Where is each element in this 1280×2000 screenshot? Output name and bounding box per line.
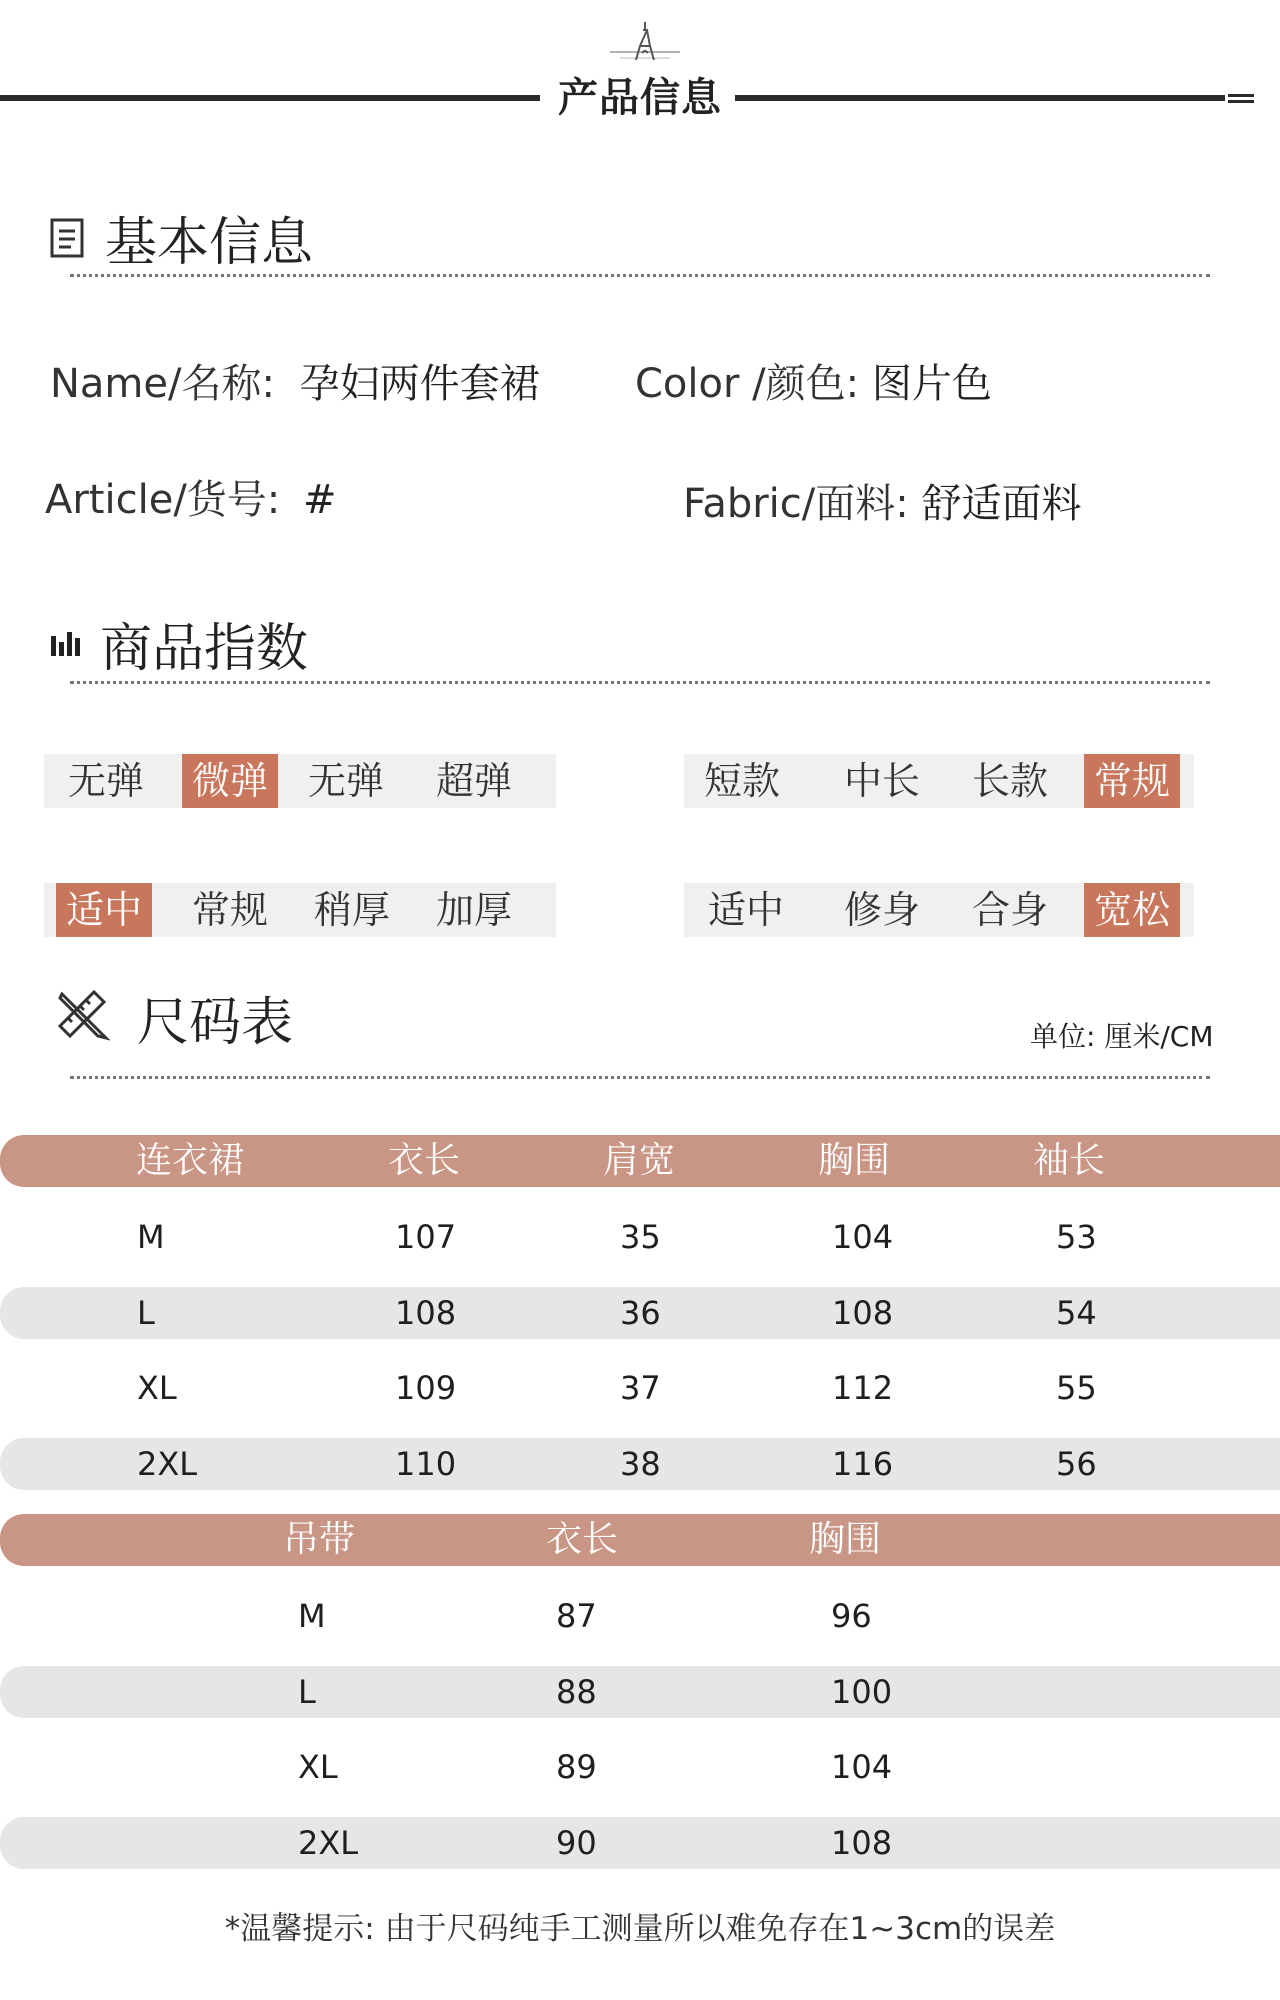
article-label: Article/货号: [45, 477, 281, 523]
index-option: 稍厚 [313, 888, 390, 932]
index-option: 合身 [971, 888, 1048, 932]
table-cell: 108 [395, 1294, 457, 1332]
table-cell: 100 [831, 1673, 893, 1711]
index-option: 长款 [971, 759, 1048, 803]
index-option: 修身 [843, 888, 920, 932]
index-option-selected: 微弹 [182, 754, 278, 808]
column-header: 连衣裙 [136, 1140, 245, 1181]
fit-scale [684, 883, 1194, 937]
table-cell: 116 [832, 1445, 894, 1483]
divider [70, 681, 1210, 684]
table-row [0, 1817, 1280, 1869]
index-option-selected: 适中 [56, 883, 152, 937]
table-row [0, 1590, 1280, 1642]
product-index-title: 商品指数 [100, 619, 309, 679]
table-cell: 107 [395, 1218, 457, 1256]
table-cell: 108 [832, 1294, 894, 1332]
table-row [0, 1287, 1280, 1339]
table-cell: 53 [1056, 1218, 1097, 1256]
table-cell: L [137, 1294, 155, 1332]
index-option: 无弹 [307, 759, 384, 803]
column-header: 衣长 [388, 1140, 461, 1181]
unit-label: 单位: 厘米/CM [1030, 1020, 1214, 1053]
table-cell: 104 [832, 1218, 894, 1256]
document-icon [50, 218, 84, 258]
thickness-scale [44, 883, 556, 937]
column-header: 吊带 [283, 1519, 356, 1560]
name-label: Name/名称: [50, 361, 275, 407]
header-rule-left [0, 95, 540, 101]
divider [70, 1076, 1210, 1079]
name-value: 孕妇两件套裙 [299, 361, 540, 407]
bar-chart-icon [50, 628, 82, 658]
table-cell: 2XL [298, 1824, 359, 1862]
size-chart-title: 尺码表 [137, 993, 294, 1053]
header-rule-tail [1228, 94, 1254, 106]
table-cell: 87 [556, 1597, 597, 1635]
table-cell: 90 [556, 1824, 597, 1862]
index-option: 中长 [843, 759, 920, 803]
table-cell: 54 [1056, 1294, 1097, 1332]
ruler-pencil-icon [54, 986, 110, 1042]
table-cell: XL [298, 1748, 338, 1786]
table-cell: XL [137, 1369, 177, 1407]
color-label: Color /颜色: [635, 361, 860, 407]
table-cell: 109 [395, 1369, 457, 1407]
index-option-selected: 常规 [1084, 754, 1180, 808]
table-cell: 56 [1056, 1445, 1097, 1483]
table-cell: 112 [832, 1369, 894, 1407]
fabric-label: Fabric/面料: [683, 481, 909, 527]
table-row [0, 1211, 1280, 1263]
column-header: 肩宽 [603, 1140, 676, 1181]
index-option: 超弹 [435, 759, 512, 803]
table-cell: 36 [620, 1294, 661, 1332]
table-row [0, 1438, 1280, 1490]
page-title: 产品信息 [558, 75, 722, 121]
index-option: 无弹 [67, 759, 144, 803]
table-cell: 35 [620, 1218, 661, 1256]
index-option: 短款 [703, 759, 780, 803]
table-cell: 96 [831, 1597, 872, 1635]
index-option: 常规 [191, 888, 268, 932]
table-cell: 38 [620, 1445, 661, 1483]
table-cell: L [298, 1673, 316, 1711]
article-value: # [303, 477, 337, 523]
table-cell: 2XL [137, 1445, 198, 1483]
elasticity-scale [44, 754, 556, 808]
table-cell: 55 [1056, 1369, 1097, 1407]
table-cell: 88 [556, 1673, 597, 1711]
fabric-value: 舒适面料 [921, 481, 1082, 527]
divider [70, 274, 1210, 277]
table-cell: 89 [556, 1748, 597, 1786]
length-scale [684, 754, 1194, 808]
table-cell: 37 [620, 1369, 661, 1407]
table-row [0, 1741, 1280, 1793]
column-header: 袖长 [1033, 1140, 1106, 1181]
table-row [0, 1666, 1280, 1718]
table-cell: 104 [831, 1748, 893, 1786]
table-cell: M [137, 1218, 165, 1256]
table-row [0, 1362, 1280, 1414]
index-option-selected: 宽松 [1084, 883, 1180, 937]
table-cell: 110 [395, 1445, 457, 1483]
basic-info-title: 基本信息 [105, 213, 314, 273]
column-header: 胸围 [809, 1519, 882, 1560]
table-cell: M [298, 1597, 326, 1635]
fabric-field [683, 472, 1081, 529]
column-header: 胸围 [818, 1140, 891, 1181]
index-option: 加厚 [435, 888, 512, 932]
article-field [45, 468, 337, 525]
header-rule-right [735, 95, 1225, 101]
table-cell: 108 [831, 1824, 893, 1862]
color-field [635, 352, 992, 409]
name-field [50, 352, 540, 409]
index-option: 适中 [707, 888, 784, 932]
eiffel-tower-icon [610, 20, 680, 64]
dress-table-header [0, 1135, 1280, 1187]
measurement-note: *温馨提示: 由于尺码纯手工测量所以难免存在1~3cm的误差 [224, 1911, 1056, 1947]
color-value: 图片色 [871, 361, 992, 407]
column-header: 衣长 [546, 1519, 619, 1560]
strap-table-header [0, 1514, 1280, 1566]
